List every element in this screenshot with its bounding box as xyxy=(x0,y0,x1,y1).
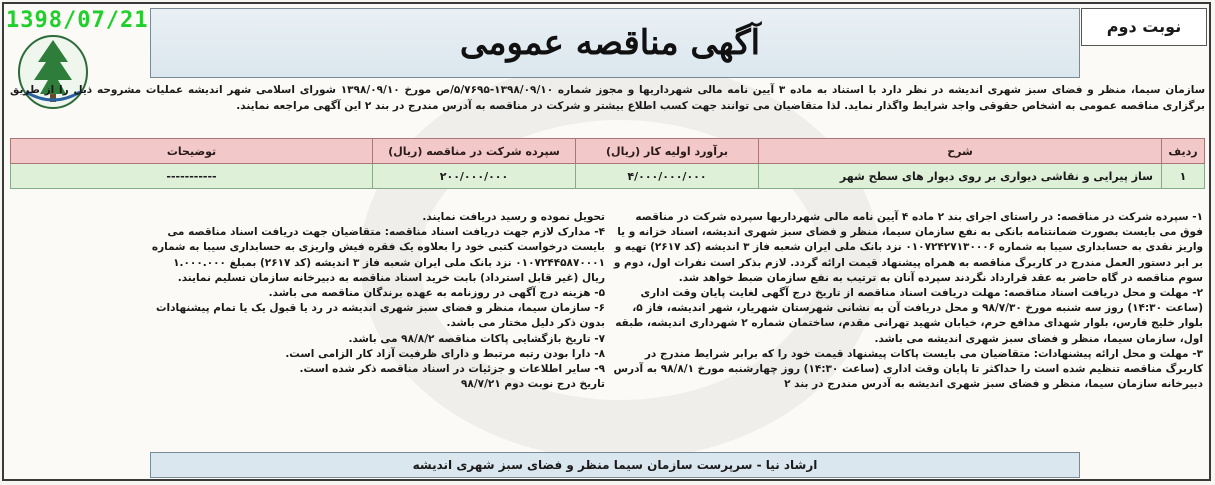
table-row xyxy=(11,164,1205,189)
signature-footer: ارشاد نیا - سرپرست سازمان سیما منظر و فضای سبز شهری اندیشه xyxy=(150,452,1080,478)
col-header-notes: توضیحات xyxy=(11,139,373,164)
col-header-desc: شرح xyxy=(759,139,1162,164)
term-paragraph: ۵- هزینه درج آگهی در روزنامه به عهده برندگان مناقصه می باشد. xyxy=(268,287,605,300)
term-paragraph: تحویل نموده و رسید دریافت نمایند. xyxy=(422,211,605,223)
cell-deposit: ۲۰۰/۰۰۰/۰۰۰ xyxy=(373,164,576,189)
col-header-row: ردیف xyxy=(1162,139,1205,164)
term-paragraph: ۲- مهلت و محل دریافت اسناد مناقصه: مهلت دریافت اسناد مناقصه از تاریخ درج آگهی لغایت پایان وقت اداری (ساعت ۱۴:۳۰) روز سه شنبه مورخ ۹۸/۷/۳۰ و محل دریافت آن به نشانی شهرستان شهریار، شهر اندیشه، فاز ۵، بلوار خلیج فارس، بلوار شهدای مدافع حرم، خیابان شهید تهرانی مقدم، ساختمان شماره ۲ شهرداری اندیشه، طبقه اول، سازمان سیما، منظر و فضای سبز شهری اندیشه می باشد. xyxy=(615,287,1203,345)
publish-date: تاریخ درج نوبت دوم ۹۸/۷/۲۱ xyxy=(461,378,605,391)
cell-desc: ساز پیرایی و نقاشی دیواری بر روی دیوار های سطح شهر xyxy=(759,164,1162,189)
term-paragraph: ۷- تاریخ بازگشایی پاکات مناقصه ۹۸/۸/۲ می باشد. xyxy=(348,332,605,345)
cell-estimate: ۴/۰۰۰/۰۰۰/۰۰۰ xyxy=(576,164,759,189)
term-paragraph: ۶- سازمان سیما، منظر و فضای سبز شهری اندیشه در رد یا قبول یک یا تمام پیشنهادات بدون ذکر دلیل مختار می باشد. xyxy=(155,302,605,330)
turn-label: نوبت دوم xyxy=(1081,8,1207,46)
terms-column-right xyxy=(613,210,1203,450)
cell-row: ۱ xyxy=(1162,164,1205,189)
date-stamp: 1398/07/21 xyxy=(6,8,149,33)
term-paragraph: ۱- سپرده شرکت در مناقصه: در راستای اجرای بند ۲ ماده ۴ آیین نامه مالی شهرداریها سپرده شرکت در مناقصه فوق می بایست بصورت ضمانتنامه بانکی به نفع سازمان سیما، منظر و فضای سبز شهری اندیشه، اسناد خزانه و یا واریز نقدی به حسابداری سیبا به شماره ۰۱۰۷۲۴۲۷۱۳۰۰۰۶ نزد بانک ملی ایران شعبه فاز ۳ اندیشه (کد ۲۶۱۷) تهیه و بر ابر دستور العمل مندرج در کاربرگ مناقصه به همراه پیشنهاد قیمت ارائه گردد. لازم بذکر است نفرات اول، دوم و سوم مناقصه در گاه حاضر به عقد قرارداد نگردند سپرده آنان به ترتیب به نفع سازمان ضبط خواهد شد. xyxy=(613,211,1203,284)
term-paragraph: ۴- مدارک لازم جهت دریافت اسناد مناقصه: متقاضیان جهت دریافت اسناد مناقصه می بایست درخواست کتبی خود را بعلاوه یک فقره فیش واریزی به حسابداری سیبا به شماره ۰۱۰۷۲۴۴۵۸۷۰۰۰۱ نزد بانک ملی ایران شعبه فاز ۳ اندیشه (کد ۲۶۱۷) بمبلغ ۱.۰۰۰.۰۰۰ ریال (غیر قابل استرداد) بابت خرید اسناد مناقصه به دبیرخانه سازمان تسلیم نمایند. xyxy=(151,226,605,284)
term-paragraph: ۹- سایر اطلاعات و جزئیات در اسناد مناقصه ذکر شده است. xyxy=(299,363,605,376)
term-paragraph: ۸- دارا بودن رتبه مرتبط و دارای ظرفیت آزاد کار الزامی است. xyxy=(285,347,605,360)
page-title: آگهی مناقصه عمومی xyxy=(459,23,761,63)
cell-notes: ----------- xyxy=(11,164,373,189)
intro-paragraph: سازمان سیما، منظر و فضای سبز شهری اندیشه در نظر دارد با استناد به ماده ۳ آیین نامه مالی شهرداریها و مجوز شماره ۱۳۹۸/۰۹/۱۰-۵/۷۶۹۵/ص مورخ ۱۳۹۸/۰۹/۱۰ شورای اسلامی شهر اندیشه عملیات مشروحه ذیل را از طریق برگزاری مناقصه عمومی به اشخاص حقوقی واجد شرایط واگذار نماید. لذا متقاضیان می توانند جهت کسب اطلاع بیشتر و شرکت در مناقصه به آدرس مندرج در بند ۲ این آگهی مراجعه نمایند. xyxy=(10,84,1205,112)
terms-column-left xyxy=(150,210,605,450)
term-paragraph: ۳- مهلت و محل ارائه پیشنهادات: متقاضیان می بایست پاکات پیشنهاد قیمت خود را که برابر شرایط مندرج در کاربرگ مناقصه تنظیم شده است را حداکثر تا پایان وقت اداری (ساعت ۱۴:۳۰) روز چهارشنبه مورخ ۹۸/۸/۱ به آدرس دبیرخانه سازمان سیما، منظر و فضای سبز شهری اندیشه به آدرس مندرج در بند ۲ xyxy=(613,347,1203,391)
col-header-deposit: سپرده شرکت در مناقصه (ریال) xyxy=(373,139,576,164)
col-header-estimate: برآورد اولیه کار (ریال) xyxy=(576,139,759,164)
tender-table xyxy=(10,138,1205,189)
